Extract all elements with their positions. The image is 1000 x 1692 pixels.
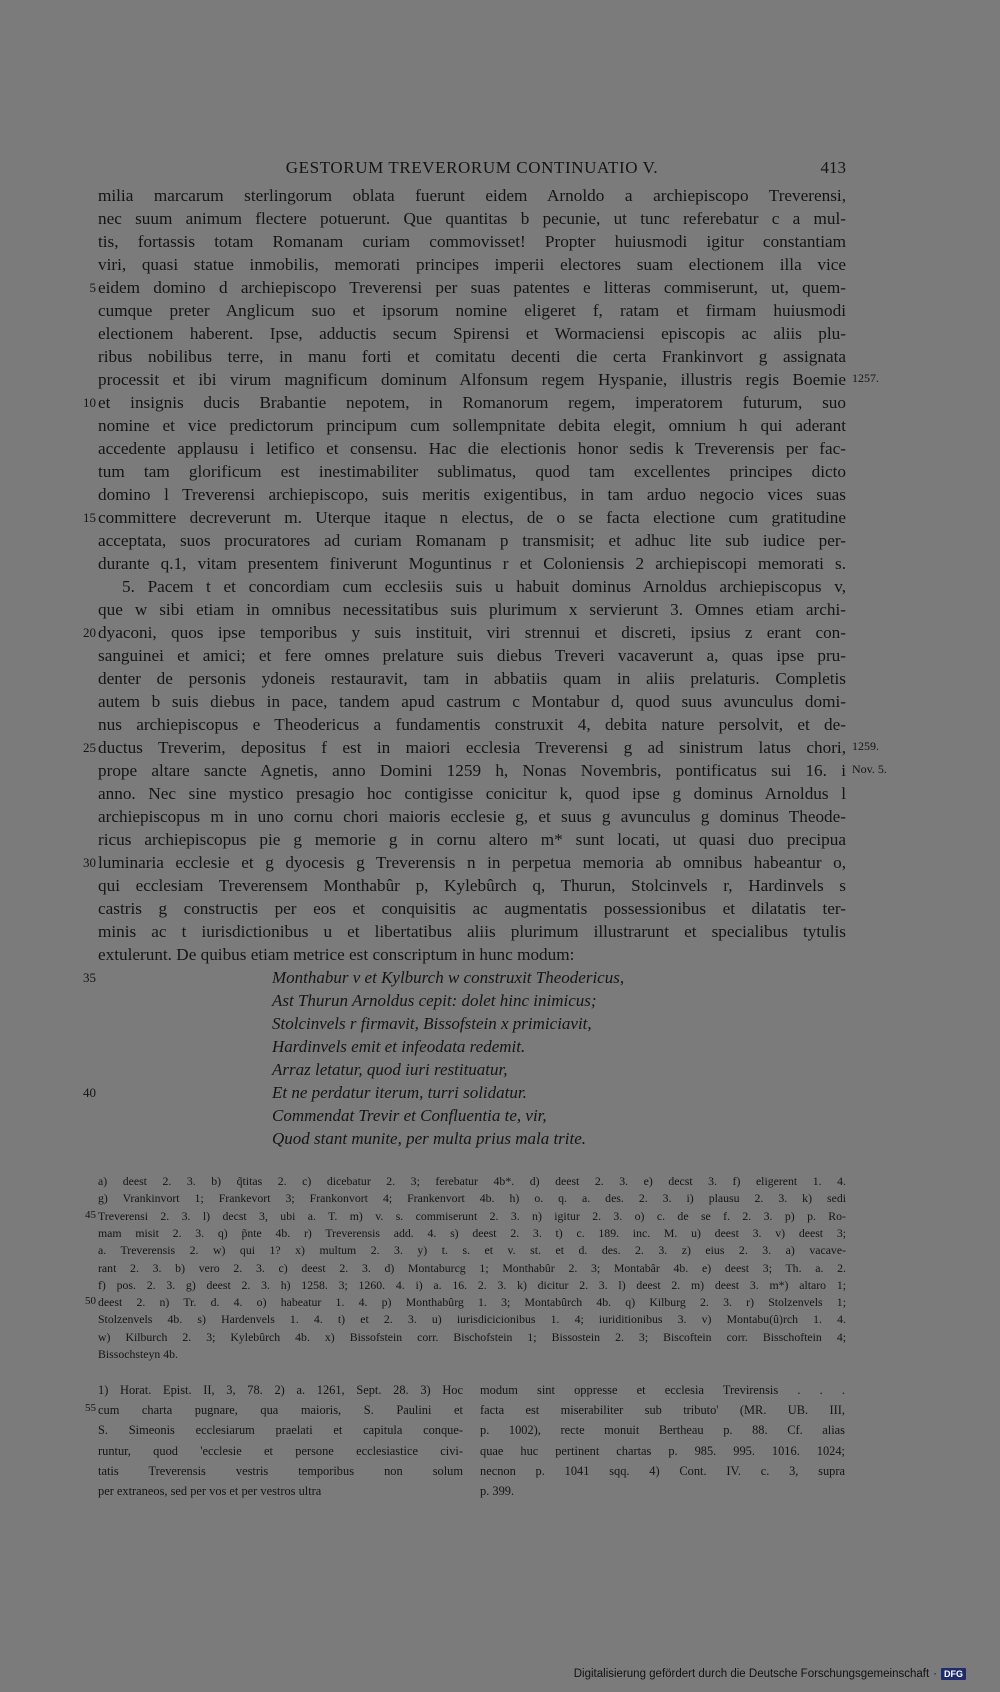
verse-line bbox=[0, 1035, 1000, 1058]
line-text: milia marcarum sterlingorum oblata fuerunt eidem Arnoldo a archiepiscopo Treverensi, bbox=[98, 186, 846, 205]
verse-text: Monthabur v et Kylburch w construxit Theodericus, bbox=[272, 968, 625, 987]
text-line bbox=[0, 667, 1000, 690]
text-line bbox=[0, 621, 1000, 644]
line-text: castris g constructis per eos et conquisitis ac augmentatis possessionibus et dilatatis ter- bbox=[98, 899, 846, 918]
verse-text: Hardinvels emit et infeodata redemit. bbox=[272, 1037, 526, 1056]
text-line bbox=[0, 414, 1000, 437]
line-number: 50 bbox=[85, 1295, 96, 1308]
line-text: eidem domino d archiepiscopo Treverensi per suas patentes e litteras commiserunt, ut, quem- bbox=[98, 278, 846, 297]
text-line bbox=[0, 207, 1000, 230]
text-line bbox=[0, 506, 1000, 529]
line-text: ricus archiepiscopus pie g memorie g in cornu altero m* sunt locati, ut quasi duo precipua bbox=[98, 830, 846, 849]
line-text: minis ac t iurisdictionibus u et libertatibus aliis plurimum illustrarunt et specialibus tytulis bbox=[98, 922, 846, 941]
text-line bbox=[0, 253, 1000, 276]
line-text: nec suum animum flectere potuerunt. Que quantitas b pecunie, ut tunc referebatur c a mul- bbox=[98, 209, 846, 228]
text-line bbox=[0, 920, 1000, 943]
line-text: denter de personis ydoneis restauravit, tam in abbatiis quam in aliis prelaturis. Completis bbox=[98, 669, 846, 688]
marginal-date: 1257. bbox=[852, 371, 879, 385]
line-text: dyaconi, quos ipse temporibus y suis instituit, viri strennui et discreti, ipsius z erant con- bbox=[98, 623, 846, 642]
apparatus-line: mam misit 2. 3. q) p̃nte 4b. r) Treverensis add. 4. s) deest 2. 3. t) c. 189. inc. M. u) deest 3. v) deest 3; bbox=[98, 1225, 846, 1240]
line-text: et insignis ducis Brabantie nepotem, in Romanorum regem, imperatorem futurum, suo bbox=[98, 393, 846, 412]
text-line bbox=[0, 851, 1000, 874]
line-text: ribus nobilibus terre, in manu forti et comitatu decenti die certa Frankinvort g assignata bbox=[98, 347, 846, 366]
text-line bbox=[0, 184, 1000, 207]
footnote-line: S. Simeonis ecclesiarum praelati et capitula conque- bbox=[98, 1423, 463, 1438]
line-text: prope altare sancte Agnetis, anno Domini 1259 h, Nonas Novembris, pontificatus sui 16. i bbox=[98, 761, 846, 780]
line-text: que w sibi etiam in omnibus necessitatibus suis plurimum x servierunt 3. Omnes etiam archi- bbox=[98, 600, 846, 619]
digitization-credit: Digitalisierung gefördert durch die Deutsche Forschungsgemeinschaft · DFG bbox=[574, 1668, 966, 1680]
footnote-line: necnon p. 1041 sqq. 4) Cont. IV. c. 3, supra bbox=[480, 1463, 845, 1478]
verse-line bbox=[0, 966, 1000, 989]
line-text: tis, fortassis totam Romanam curiam commovisset! Propter huiusmodi igitur constantiam bbox=[98, 232, 846, 251]
dfg-logo-icon: DFG bbox=[941, 1668, 966, 1680]
line-number: 25 bbox=[83, 740, 96, 755]
verse-text: Arraz letatur, quod iuri restituatur, bbox=[272, 1060, 508, 1079]
text-line bbox=[0, 460, 1000, 483]
line-number: 5 bbox=[89, 280, 96, 295]
verse-line bbox=[0, 989, 1000, 1012]
text-line bbox=[0, 897, 1000, 920]
footnote-line: modum sint oppresse et ecclesia Trevirensis . . . bbox=[480, 1383, 845, 1397]
text-line bbox=[0, 368, 1000, 391]
line-text: extulerunt. De quibus etiam metrice est conscriptum in hunc modum: bbox=[98, 945, 575, 964]
text-line bbox=[0, 644, 1000, 667]
line-number: 45 bbox=[85, 1208, 96, 1221]
text-line bbox=[0, 759, 1000, 782]
text-line bbox=[0, 736, 1000, 759]
credit-text: Digitalisierung gefördert durch die Deutsche Forschungsgemeinschaft bbox=[573, 1668, 930, 1680]
apparatus-line: g) Vrankinvort 1; Frankevort 3; Frankonvort 4; Frankenvort 4b. h) o. q. a. des. 2. 3. i) plausu 2. 3. k) sedi bbox=[98, 1191, 846, 1206]
apparatus-line: Stolzenvels 4b. s) Hardenvels 1. 4. t) et 2. 3. u) iurisdicicionibus 1. 4; iuriditionibus 3. v) Montabu(û)rch 1. 4. bbox=[98, 1312, 846, 1327]
line-text: autem b suis diebus in pace, tandem apud castrum c Montabur d, quod suus avunculus domi- bbox=[98, 692, 846, 711]
apparatus-line: w) Kilburch 2. 3; Kylebûrch 4b. x) Bissofstein corr. Bischofstein 1; Bissostein 2. 3; Biscoftein corr. Bisschoftein 4; bbox=[98, 1329, 846, 1344]
line-text: nomine et vice predictorum principum cum sollempnitate debita elegit, omnium h qui aderant bbox=[98, 416, 846, 435]
marginal-date: Nov. 5. bbox=[852, 762, 887, 776]
line-text: tum tam glorificum est inestimabiliter sublimatus, quod tam excellentes principes dicto bbox=[98, 462, 846, 481]
line-text: viri, quasi statue inmobilis, memorati principes imperii electores suam electionem illa vice bbox=[98, 255, 846, 274]
line-text: sanguinei et amici; et fere omnes prelature suis diebus Treveri vacaverunt a, quas ipse pru- bbox=[98, 646, 846, 665]
text-line bbox=[0, 437, 1000, 460]
line-text: cumque preter Anglicum suo et ipsorum nomine eligeret f, ratam et firmam huiusmodi bbox=[98, 301, 846, 320]
line-text: acceptata, suos procuratores ad curiam Romanam p transmisit; et adhuc lite sub iudice per- bbox=[98, 531, 846, 550]
line-text: luminaria ecclesie et g dyocesis g Treverensis n in perpetua memoria ab omnibus habeantur o, bbox=[98, 853, 846, 872]
text-line bbox=[0, 828, 1000, 851]
line-text: ductus Treverim, depositus f est in maiori ecclesia Treverensi g ad sinistrum latus chori, bbox=[98, 738, 846, 757]
line-number: 55 bbox=[85, 1402, 96, 1415]
footnote-line: runtur, quod 'ecclesie et persone ecclesiastice civi- bbox=[98, 1443, 463, 1458]
text-line bbox=[0, 322, 1000, 345]
text-line bbox=[0, 345, 1000, 368]
line-text: committere decreverunt m. Uterque itaque n electus, de o se facta electione cum gratitudine bbox=[98, 508, 846, 527]
text-line bbox=[0, 552, 1000, 575]
line-text: accedente applausu i letifico et consensu. Hac die electionis honor sedis k Treverensis per fac- bbox=[98, 439, 846, 458]
line-text: durante q.1, vitam presentem finiverunt Moguntinus r et Coloniensis 2 archiepiscopi memorati s. bbox=[98, 554, 846, 573]
line-number: 20 bbox=[83, 625, 96, 640]
apparatus-line: rant 2. 3. b) vero 2. 3. c) deest 2. 3. d) Montaburcg 1; Monthabûr 2. 3; Montabâr 4b. e) deest 3; Th. a. 2. bbox=[98, 1260, 846, 1275]
line-text: processit et ibi virum magnificum dominum Alfonsum regem Hyspanie, illustris regis Boemie bbox=[98, 370, 846, 389]
verse-line bbox=[0, 1012, 1000, 1035]
text-line bbox=[0, 943, 1000, 966]
running-title: GESTORUM TREVERORUM CONTINUATIO V. bbox=[285, 158, 659, 177]
marginal-date: 1259. bbox=[852, 739, 879, 753]
verse-text: Quod stant munite, per multa prius mala trite. bbox=[272, 1129, 587, 1148]
verse-line bbox=[0, 1058, 1000, 1081]
footnote-line: p. 399. bbox=[480, 1484, 515, 1498]
line-text: qui ecclesiam Treverensem Monthabûr p, Kylebûrch q, Thurun, Stolcinvels r, Hardinvels s bbox=[98, 876, 846, 895]
footnote-line: facta est miserabiliter sub tributo' (MR. UB. III, bbox=[480, 1403, 845, 1418]
line-text: nus archiepiscopus e Theodericus a fundamentis construxit 4, debita nature persolvit, et de- bbox=[98, 715, 846, 734]
verse-line bbox=[0, 1104, 1000, 1127]
text-line bbox=[0, 782, 1000, 805]
line-text: 5. Pacem t et concordiam cum ecclesiis suis u habuit dominus Arnoldus archiepiscopus v, bbox=[122, 577, 846, 596]
line-number: 10 bbox=[83, 395, 96, 410]
text-line bbox=[0, 483, 1000, 506]
line-text: domino l Treverensi archiepiscopo, suis meritis exigentibus, in tam arduo negocio vices suas bbox=[98, 485, 846, 504]
footnote-line: quae huc pertinent chartas p. 985. 995. 1016. 1024; bbox=[480, 1443, 845, 1458]
line-text: archiepiscopus m in uno cornu chori maioris ecclesie g, et suus g avunculus g dominus Theode- bbox=[98, 807, 846, 826]
apparatus-line: a. Treverensis 2. w) qui 1? x) multum 2. 3. y) t. s. et v. st. et d. des. 2. 3. z) eius 2. 3. a) vacave- bbox=[98, 1243, 846, 1258]
verse-line bbox=[0, 1127, 1000, 1150]
page-number: 413 bbox=[820, 158, 846, 177]
apparatus-line: Treverensi 2. 3. l) decst 3, ubi a. T. m) v. s. commiserunt 2. 3. n) igitur 2. 3. o) c. de se f. 2. 3. p) p. Ro- bbox=[98, 1208, 846, 1223]
line-number: 40 bbox=[83, 1085, 96, 1100]
text-line bbox=[0, 391, 1000, 414]
apparatus-line: a) deest 2. 3. b) q̃titas 2. c) dicebatur 2. 3; ferebatur 4b*. d) deest 2. 3. e) decst 3. f) eligerent 1. 4. bbox=[98, 1174, 846, 1188]
text-line bbox=[0, 598, 1000, 621]
footnote-line: 1) Horat. Epist. II, 3, 78. 2) a. 1261, Sept. 28. 3) Hoc bbox=[98, 1383, 463, 1397]
text-line bbox=[0, 575, 1000, 598]
line-number: 15 bbox=[83, 510, 96, 525]
apparatus-line: deest 2. n) Tr. d. 4. o) habeatur 1. 4. p) Monthabûrg 1. 3; Montabûrch 4b. q) Kilburg 2. 3. r) Stolzenvels 1; bbox=[98, 1295, 846, 1310]
verse-text: Et ne perdatur iterum, turri solidatur. bbox=[272, 1083, 527, 1102]
apparatus-line: Bissochsteyn 4b. bbox=[98, 1347, 178, 1361]
line-number: 35 bbox=[83, 970, 96, 985]
text-line bbox=[0, 690, 1000, 713]
footnote-line: cum charta pugnare, qua maioris, S. Paulini et bbox=[98, 1403, 463, 1418]
line-text: electionem haberent. Ipse, adductis secum Spirensi et Wormaciensi episcopis ac aliis plu- bbox=[98, 324, 846, 343]
text-line bbox=[0, 276, 1000, 299]
text-line bbox=[0, 299, 1000, 322]
line-number: 30 bbox=[83, 855, 96, 870]
verse-text: Stolcinvels r firmavit, Bissofstein x primiciavit, bbox=[272, 1014, 592, 1033]
verse-line bbox=[0, 1081, 1000, 1104]
text-line bbox=[0, 230, 1000, 253]
footnote-line: tatis Treverensis vestris temporibus non solum bbox=[98, 1463, 463, 1478]
verse-text: Ast Thurun Arnoldus cepit: dolet hinc inimicus; bbox=[272, 991, 597, 1010]
line-text: anno. Nec sine mystico presagio hoc contigisse conicitur k, quod ipse g dominus Arnoldus l bbox=[98, 784, 846, 803]
text-line bbox=[0, 713, 1000, 736]
text-line bbox=[0, 874, 1000, 897]
text-line bbox=[0, 805, 1000, 828]
apparatus-line: f) pos. 2. 3. g) deest 2. 3. h) 1258. 3; 1260. 4. i) a. 16. 2. 3. k) dicitur 2. 3. l) deest 2. m) deest 3. m*) altaro 1; bbox=[98, 1277, 846, 1292]
footnote-line: p. 1002), recte monuit Bertheau p. 88. Cf. alias bbox=[480, 1423, 845, 1438]
verse-text: Commendat Trevir et Confluentia te, vir, bbox=[272, 1106, 547, 1125]
footnote-line: per extraneos, sed per vos et per vestros ultra bbox=[98, 1484, 322, 1498]
text-line bbox=[0, 529, 1000, 552]
running-header bbox=[98, 158, 846, 184]
